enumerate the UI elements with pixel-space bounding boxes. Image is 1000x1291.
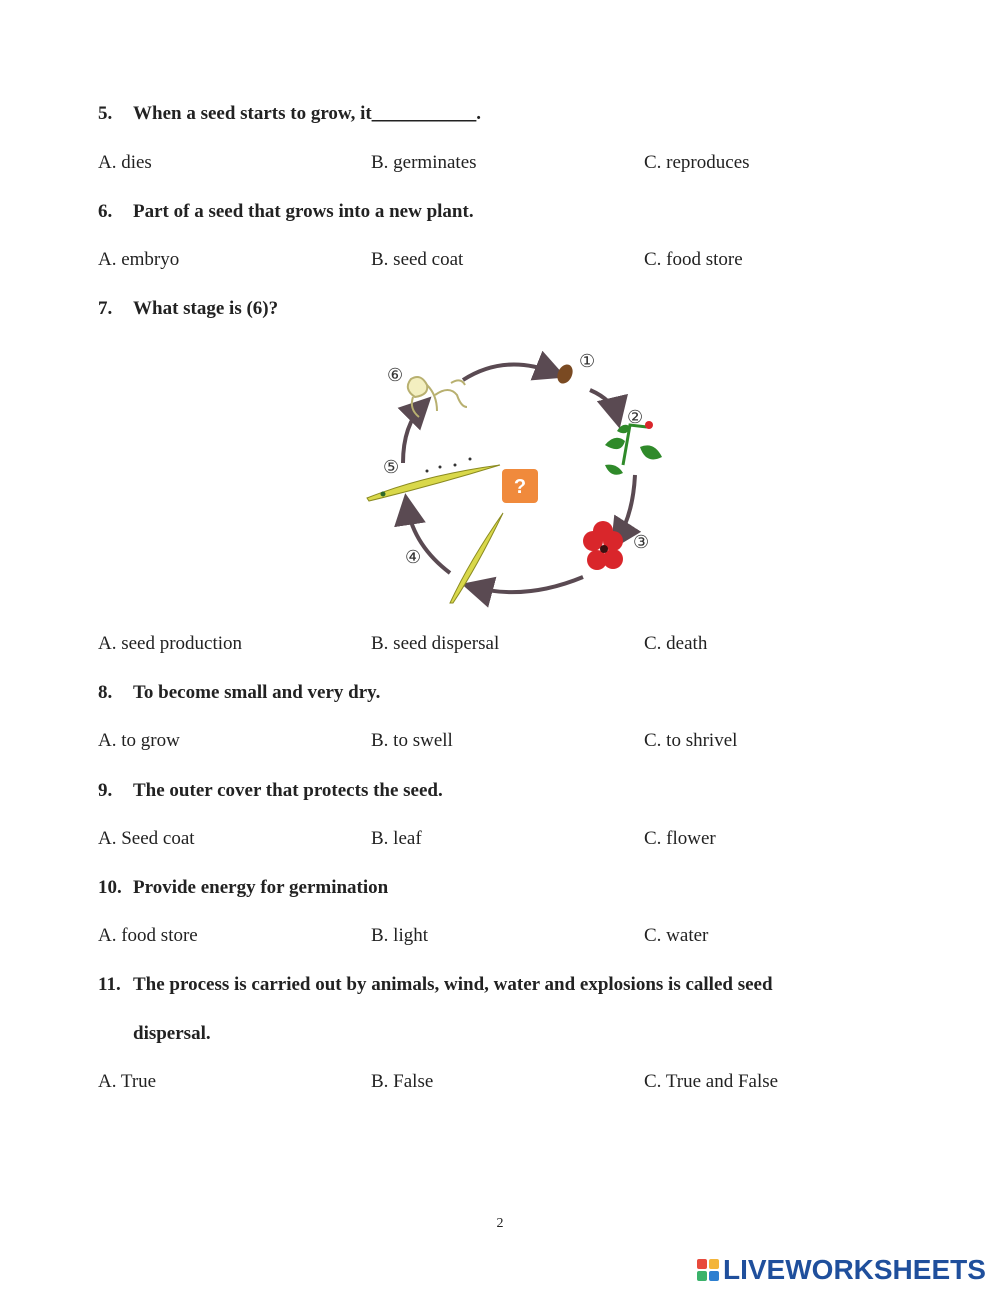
option-b[interactable]: B. germinates <box>371 152 477 173</box>
answer-blank[interactable]: ___________ <box>371 103 477 124</box>
seed-icon <box>554 362 575 386</box>
flower-icon <box>583 521 623 570</box>
option-b[interactable]: B. seed dispersal <box>371 633 500 654</box>
option-b[interactable]: B. leaf <box>371 828 422 849</box>
logo-text: LIVEWORKSHEETS <box>723 1254 986 1285</box>
option-a[interactable]: A. embryo <box>98 249 180 270</box>
question-number: 6. <box>98 201 113 222</box>
question-number: 8. <box>98 682 113 703</box>
question-9 <box>98 780 443 802</box>
question-6 <box>98 201 474 223</box>
question-text: What stage is (6)? <box>133 298 279 319</box>
cycle-arrow <box>617 475 635 540</box>
logo-blocks-icon <box>697 1259 719 1281</box>
stage-label-6: ⑥ <box>387 365 404 386</box>
question-punct: . <box>476 103 481 124</box>
question-text-continuation: dispersal. <box>133 1023 211 1044</box>
question-number: 5. <box>98 103 113 124</box>
page-number: 2 <box>496 1216 504 1231</box>
option-c[interactable]: C. food store <box>644 249 743 270</box>
stage-label-1: ① <box>579 351 596 372</box>
liveworksheets-logo <box>697 1254 986 1286</box>
option-b[interactable]: B. False <box>371 1071 434 1092</box>
option-c[interactable]: C. reproduces <box>644 152 750 173</box>
plant-life-cycle-diagram <box>355 345 675 610</box>
question-11 <box>98 974 773 996</box>
cycle-arrow <box>473 577 583 592</box>
option-c[interactable]: C. to shrivel <box>644 730 738 751</box>
option-a[interactable]: A. dies <box>98 152 152 173</box>
option-a[interactable]: A. Seed coat <box>98 828 195 849</box>
option-b[interactable]: B. seed coat <box>371 249 464 270</box>
option-a[interactable]: A. True <box>98 1071 157 1092</box>
question-text: To become small and very dry. <box>133 682 381 703</box>
seedling-icon <box>605 421 662 475</box>
question-number: 11. <box>98 974 121 995</box>
question-number: 9. <box>98 780 113 801</box>
stage-label-2: ② <box>627 407 644 428</box>
unknown-label: ? <box>513 476 527 498</box>
question-number: 10. <box>98 877 122 898</box>
option-c[interactable]: C. flower <box>644 828 716 849</box>
question-text: The outer cover that protects the seed. <box>133 780 443 801</box>
question-7 <box>98 298 278 320</box>
stage-label-4: ④ <box>405 547 422 568</box>
question-5 <box>98 103 481 125</box>
question-text: Provide energy for germination <box>133 877 389 898</box>
option-b[interactable]: B. light <box>371 925 429 946</box>
option-b[interactable]: B. to swell <box>371 730 453 751</box>
option-c[interactable]: C. True and False <box>644 1071 779 1092</box>
cycle-arrow <box>590 390 617 417</box>
option-a[interactable]: A. food store <box>98 925 198 946</box>
question-number: 7. <box>98 298 113 319</box>
question-text: When a seed starts to grow, it <box>133 103 372 124</box>
stage-label-3: ③ <box>633 532 650 553</box>
option-a[interactable]: A. seed production <box>98 633 243 654</box>
question-text: The process is carried out by animals, wind, water and explosions is called seed <box>133 974 773 995</box>
option-c[interactable]: C. water <box>644 925 709 946</box>
question-text: Part of a seed that grows into a new plant. <box>133 201 474 222</box>
stage-label-5: ⑤ <box>383 457 400 478</box>
option-a[interactable]: A. to grow <box>98 730 180 751</box>
cycle-arrow <box>403 405 423 463</box>
question-10 <box>98 877 388 899</box>
cycle-arrow <box>463 364 555 380</box>
option-c[interactable]: C. death <box>644 633 708 654</box>
question-8 <box>98 682 380 704</box>
